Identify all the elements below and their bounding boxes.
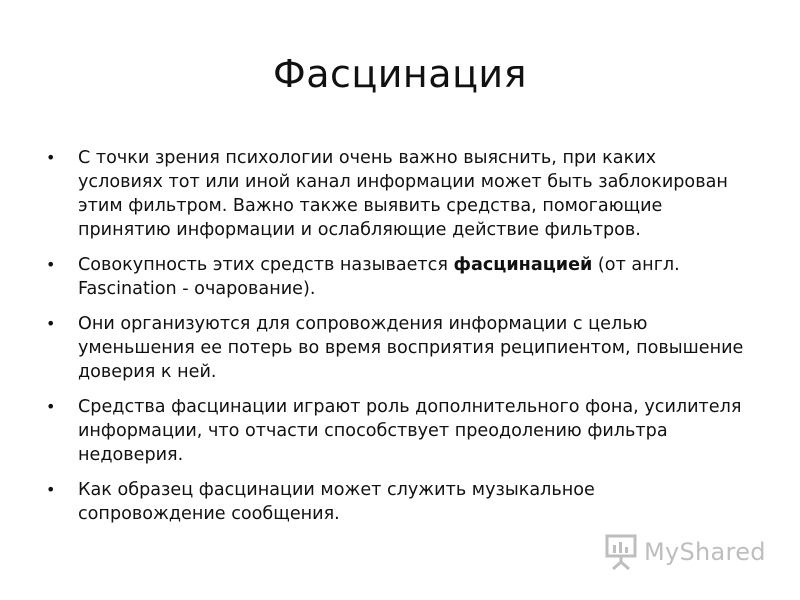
myshared-logo-icon bbox=[604, 532, 640, 572]
bullet-list bbox=[46, 146, 746, 537]
bullet-item bbox=[46, 478, 746, 526]
bullet-text: С точки зрения психологии очень важно выяснить, при каких условиях тот или иной канал информации может быть заблокирован этим фильтром. Важно также выявить средства, помогающие принятию информации и ослабляющие действие фильтров. bbox=[78, 148, 728, 240]
slide-title: Фасцинация bbox=[272, 52, 527, 96]
watermark-text: MyShared bbox=[644, 538, 766, 566]
bullet-text-after: (от англ. Fascination - очарование). bbox=[78, 255, 680, 299]
bullet-item bbox=[46, 312, 746, 384]
bullet-item bbox=[46, 253, 746, 301]
bullet-text: Как образец фасцинации может служить музыкальное сопровождение сообщения. bbox=[78, 480, 595, 524]
bullet-item bbox=[46, 146, 746, 242]
bullet-dot: • bbox=[46, 255, 56, 274]
bullet-dot: • bbox=[46, 314, 56, 333]
bullet-dot: • bbox=[46, 480, 56, 499]
bullet-text-before: Совокупность этих средств называется bbox=[78, 255, 454, 275]
bullet-text-bold: фасцинацией bbox=[453, 255, 593, 275]
bullet-item bbox=[46, 395, 746, 467]
watermark bbox=[604, 532, 766, 572]
bullet-text: Они организуются для сопровождения информации с целью уменьшения ее потерь во время восприятия реципиентом, повышение доверия к ней. bbox=[78, 314, 744, 382]
bullet-text: Средства фасцинации играют роль дополнительного фона, усилителя информации, что отчасти способствует преодолению фильтра недоверия. bbox=[78, 397, 742, 465]
bullet-dot: • bbox=[46, 148, 56, 167]
bullet-dot: • bbox=[46, 397, 56, 416]
bullet-text bbox=[78, 255, 680, 299]
